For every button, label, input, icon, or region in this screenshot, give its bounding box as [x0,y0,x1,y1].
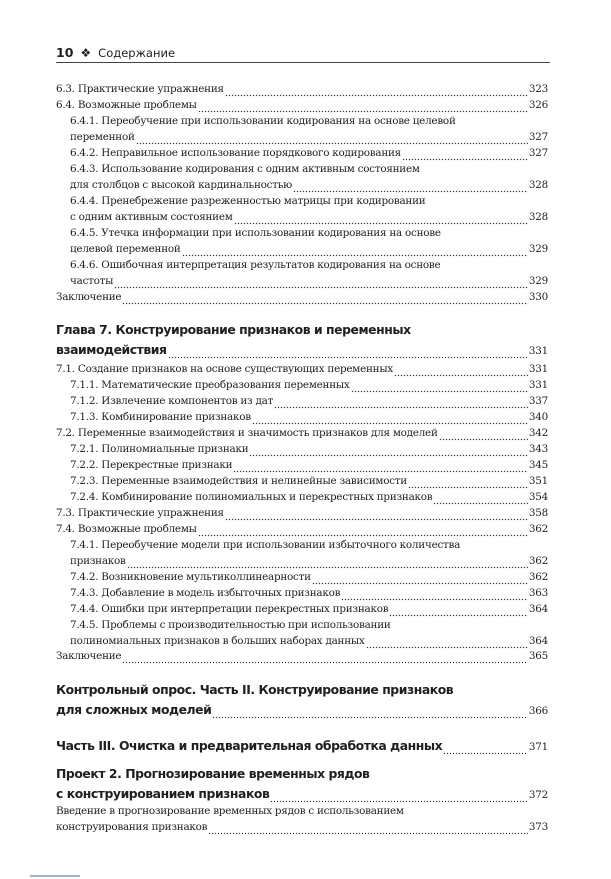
toc-entry[interactable] [56,505,548,521]
dot-leader [312,573,528,585]
dot-leader [212,706,528,720]
toc-entry-title: 7.1.3. Комбинирование признаков [70,411,251,423]
toc-entry[interactable] [70,393,548,409]
toc-entry-title: 7.2.3. Переменные взаимодействия и нелинейные зависимости [70,475,407,487]
toc-chapter[interactable] [56,680,548,720]
ornament-icon: ❖ [80,45,92,60]
dot-leader [198,525,528,537]
toc-entry-title-cont: с одним активным состоянием [70,211,233,223]
toc-page-number: 362 [528,555,548,567]
toc-chapter[interactable] [56,736,548,756]
toc-entry[interactable] [70,537,548,569]
toc-page-number: 345 [528,459,548,471]
dot-leader [233,461,528,473]
dot-leader [168,346,528,360]
toc-page-number: 328 [528,179,548,191]
toc-chapter-title: Часть III. Очистка и предварительная обработка данных [56,738,443,753]
dot-leader [225,509,528,521]
dot-leader [249,445,528,457]
toc-entry[interactable] [70,617,548,649]
toc-entry-title: 7.2.4. Комбинирование полиномиальных и перекрестных признаков [70,491,433,503]
toc-entry-title: 6.4.5. Утечка информации при использовании кодирования на основе [70,227,441,239]
toc-page-number: 351 [528,475,548,487]
toc-entry[interactable] [56,425,548,441]
toc-chapter-title: Глава 7. Конструирование признаков и переменных [56,322,411,337]
toc-page-number: 373 [528,821,548,833]
toc-page-number: 343 [528,443,548,455]
toc-entry[interactable] [70,145,548,161]
toc-chapter-title: Контрольный опрос. Часть II. Конструирование признаков [56,682,454,697]
dot-leader [208,823,528,835]
toc-chapter[interactable] [56,320,548,360]
toc-page-number: 362 [528,571,548,583]
toc-entry[interactable] [70,457,548,473]
toc-entry-title-cont: частоты [70,275,114,287]
toc-page-number: 326 [528,99,548,111]
toc-entry-title: 7.2.2. Перекрестные признаки [70,459,233,471]
toc-page-number: 331 [528,363,548,375]
toc-page-number: 371 [528,741,548,753]
toc-chapter[interactable] [56,764,548,804]
toc-entry-title: 6.4.4. Пренебрежение разреженностью матрицы при кодировании [70,195,426,207]
toc-entry[interactable] [70,161,548,193]
toc-page-number: 331 [528,379,548,391]
dot-leader [341,589,528,601]
toc-entry-title: 6.4.6. Ошибочная интерпретация результатов кодирования на основе [70,259,441,271]
dot-leader [351,381,528,393]
toc-page-number: 329 [528,275,548,287]
toc-page-number: 331 [528,345,548,357]
toc-entry[interactable] [70,225,548,257]
toc-page-number: 323 [528,83,548,95]
dot-leader [433,493,528,505]
toc-page-number: 329 [528,243,548,255]
toc-page-number: 358 [528,507,548,519]
dot-leader [122,652,528,664]
dot-leader [234,213,528,225]
toc-entry[interactable] [70,441,548,457]
toc-entry-title: Заключение [56,650,122,662]
toc-page-number: 330 [528,291,548,303]
toc-entry[interactable] [70,569,548,585]
header-rule [56,62,550,63]
toc-entry[interactable] [56,361,548,377]
toc-entry[interactable] [70,193,548,225]
dot-leader [389,605,528,617]
dot-leader [270,790,528,804]
dot-leader [394,365,528,377]
toc-entry-title: 7.4.2. Возникновение мультиколлинеарности [70,571,311,583]
toc-entry-title-cont: для столбцов с высокой кардинальностью [70,179,292,191]
toc-page-number: 327 [528,131,548,143]
running-header [56,44,550,61]
dot-leader [225,85,528,97]
section-title: Содержание [98,45,176,60]
toc-entry-title: 7.1. Создание признаков на основе существующих переменных [56,363,393,375]
toc-entry-title: 7.1.1. Математические преобразования переменных [70,379,350,391]
toc-page-number: 354 [528,491,548,503]
toc-entry[interactable] [70,113,548,145]
toc-entry-title: 7.4.1. Переобучение модели при использовании избыточного количества [70,539,461,551]
toc-entry[interactable] [56,81,548,97]
page-edge-mark [30,875,80,877]
toc-page-number: 337 [528,395,548,407]
toc-page-number: 363 [528,587,548,599]
toc-chapter-title-cont: с конструированием признаков [56,786,270,801]
toc-entry-title: 6.3. Практические упражнения [56,83,224,95]
dot-leader [443,742,528,756]
toc-entry-title: 6.4.1. Переобучение при использовании кодирования на основе целевой [70,115,456,127]
dot-leader [182,245,528,257]
toc-entry-title-cont: полиномиальных признаков в больших наборах данных [70,635,365,647]
toc-entry[interactable] [70,585,548,601]
toc-entry-title: 7.2.1. Полиномиальные признаки [70,443,249,455]
toc-entry-title-cont: переменной [70,131,135,143]
toc-entry[interactable] [56,803,548,835]
toc-entry-title-cont: целевой переменной [70,243,181,255]
toc-entry[interactable] [56,521,548,537]
toc-entry-title: 6.4.3. Использование кодирования с одним активным состоянием [70,163,420,175]
dot-leader [114,277,528,289]
toc-page-number: 362 [528,523,548,535]
toc-entry[interactable] [56,648,548,664]
toc-entry[interactable] [70,409,548,425]
toc-chapter-title-cont: взаимодействия [56,342,167,357]
toc-entry-title: 7.1.2. Извлечение компонентов из дат [70,395,274,407]
toc-page-number: 340 [528,411,548,423]
dot-leader [136,133,528,145]
toc-entry-title: 7.4.5. Проблемы с производительностью при использовании [70,619,391,631]
dot-leader [402,149,528,161]
toc-entry-title: Заключение [56,291,122,303]
toc-entry-title-cont: конструирования признаков [56,821,208,833]
toc-page-number: 327 [528,147,548,159]
toc-entry-title: 7.4.3. Добавление в модель избыточных признаков [70,587,341,599]
toc-entry[interactable] [70,473,548,489]
toc-chapter-title-cont: для сложных моделей [56,702,212,717]
toc-entry[interactable] [56,289,548,305]
toc-entry-title: 7.4.4. Ошибки при интерпретации перекрестных признаков [70,603,389,615]
toc-entry-title: 7.4. Возможные проблемы [56,523,197,535]
dot-leader [439,429,528,441]
toc-entry[interactable] [70,377,548,393]
dot-leader [198,101,528,113]
toc-page-number: 372 [528,789,548,801]
toc-page-number: 328 [528,211,548,223]
dot-leader [122,293,528,305]
toc-page-number: 364 [528,635,548,647]
dot-leader [274,397,528,409]
dot-leader [252,413,528,425]
toc-page-number: 365 [528,650,548,662]
toc-entry-title: 6.4. Возможные проблемы [56,99,197,111]
toc-entry-title: 6.4.2. Неправильное использование порядкового кодирования [70,147,401,159]
toc-entry[interactable] [70,257,548,289]
toc-entry-title: 7.2. Переменные взаимодействия и значимость признаков для моделей [56,427,438,439]
toc-page-number: 342 [528,427,548,439]
toc-entry-title-cont: признаков [70,555,126,567]
page-number: 10 [56,45,74,60]
dot-leader [408,477,528,489]
toc-entry[interactable] [56,97,548,113]
toc-page-number: 364 [528,603,548,615]
toc-entry-title: 7.3. Практические упражнения [56,507,224,519]
dot-leader [127,557,528,569]
dot-leader [293,181,528,193]
toc-entry[interactable] [70,601,548,617]
toc-entry[interactable] [70,489,548,505]
toc-page-number: 366 [528,705,548,717]
toc-chapter-title: Проект 2. Прогнозирование временных рядов [56,766,370,781]
toc-entry-title: Введение в прогнозирование временных рядов с использованием [56,805,404,817]
